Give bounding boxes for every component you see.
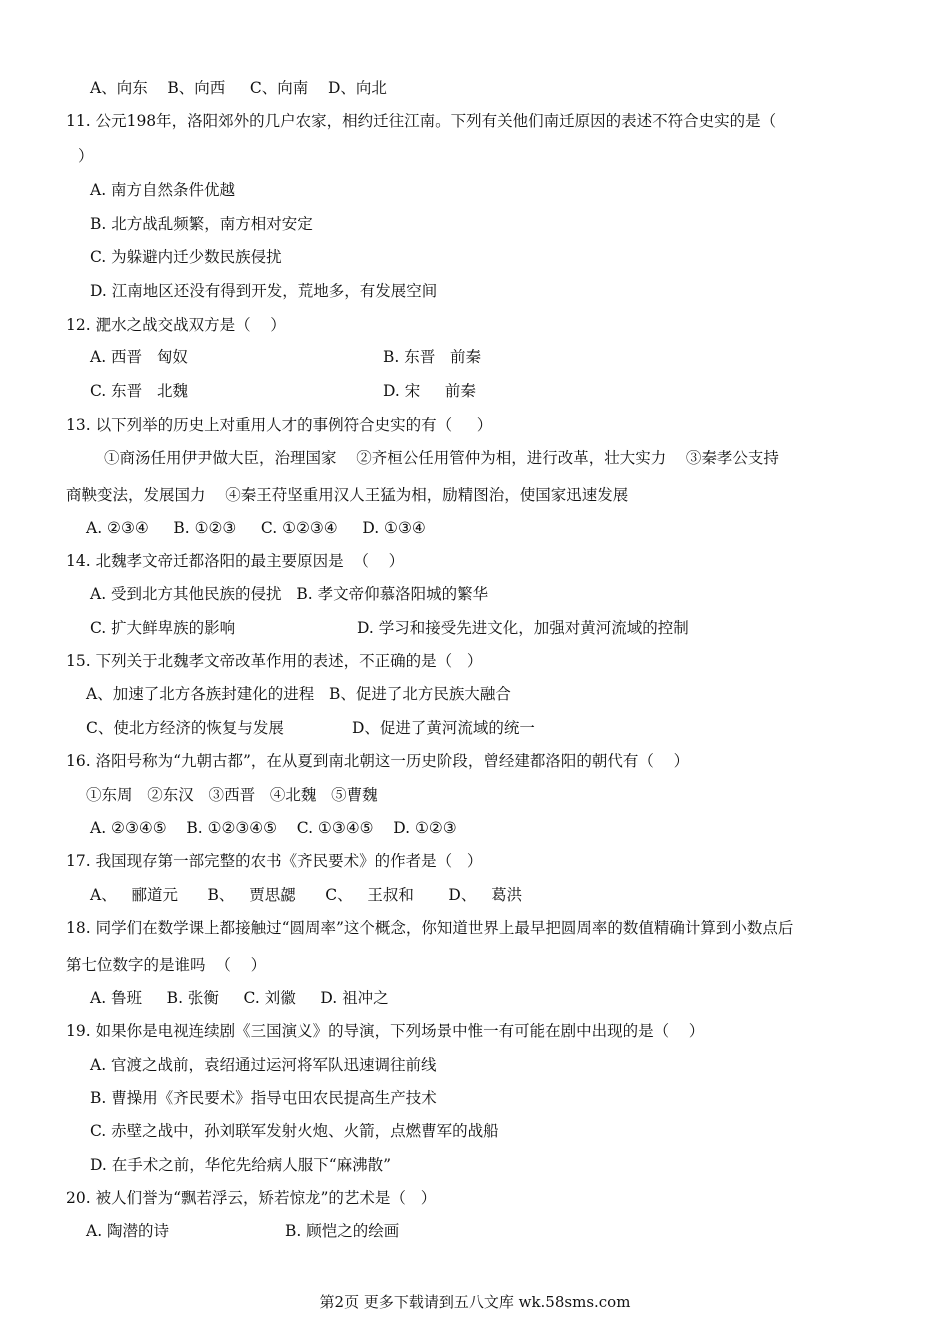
q20-stem: 20. 被人们誉为“飘若浮云，矫若惊龙”的艺术是（ ） bbox=[66, 1189, 437, 1207]
q14-option-d: D. 学习和接受先进文化，加强对黄河流域的控制 bbox=[357, 619, 689, 637]
q13-options: A. ②③④ B. ①②③ C. ①②③④ D. ①③④ bbox=[86, 519, 426, 537]
q18-stem-cont: 第七位数字的是谁吗 （ ） bbox=[66, 956, 267, 974]
q11-option-c: C. 为躲避内迁少数民族侵扰 bbox=[90, 248, 282, 266]
q19-option-d: D. 在手术之前，华佗先给病人服下“麻沸散” bbox=[90, 1156, 392, 1174]
q10-options: A、向东 B、向西 C、向南 D、向北 bbox=[90, 79, 387, 97]
q16-items: ①东周 ②东汉 ③西晋 ④北魏 ⑤曹魏 bbox=[86, 786, 378, 804]
page-footer: 第2页 更多下载请到五八文库 wk.58sms.com bbox=[319, 1293, 631, 1311]
q17-stem: 17. 我国现存第一部完整的农书《齐民要术》的作者是（ ） bbox=[66, 852, 483, 870]
q13-items-cont: 商鞅变法，发展国力 ④秦王苻坚重用汉人王猛为相，励精图治，使国家迅速发展 bbox=[66, 486, 629, 504]
q11-option-b: B. 北方战乱频繁，南方相对安定 bbox=[90, 215, 313, 233]
q12-option-c: C. 东晋 北魏 bbox=[90, 382, 188, 400]
q19-option-c: C. 赤壁之战中，孙刘联军发射火炮、火箭，点燃曹军的战船 bbox=[90, 1122, 499, 1140]
q16-options: A. ②③④⑤ B. ①②③④⑤ C. ①③④⑤ D. ①②③ bbox=[90, 819, 457, 837]
q13-items: ①商汤任用伊尹做大臣，治理国家 ②齐桓公任用管仲为相，进行改革，壮大实力 ③秦孝公支持 bbox=[104, 449, 779, 467]
q14-options-ab: A. 受到北方其他民族的侵扰 B. 孝文帝仰慕洛阳城的繁华 bbox=[90, 585, 489, 603]
q15-stem: 15. 下列关于北魏孝文帝改革作用的表述，不正确的是（ ） bbox=[66, 652, 483, 670]
q14-option-c: C. 扩大鲜卑族的影响 bbox=[90, 619, 236, 637]
q19-option-a: A. 官渡之战前，袁绍通过运河将军队迅速调往前线 bbox=[90, 1056, 437, 1074]
q13-stem: 13. 以下列举的历史上对重用人才的事例符合史实的有（ ） bbox=[66, 416, 493, 434]
q11-option-d: D. 江南地区还没有得到开发，荒地多，有发展空间 bbox=[90, 282, 438, 300]
q14-stem: 14. 北魏孝文帝迁都洛阳的最主要原因是 （ ） bbox=[66, 552, 405, 570]
q17-options: A、 郦道元 B、 贾思勰 C、 王叔和 D、 葛洪 bbox=[90, 886, 523, 904]
q18-options: A. 鲁班 B. 张衡 C. 刘徽 D. 祖冲之 bbox=[90, 989, 389, 1007]
q12-option-a: A. 西晋 匈奴 bbox=[90, 348, 188, 366]
q16-stem: 16. 洛阳号称为“九朝古都”，在从夏到南北朝这一历史阶段，曾经建都洛阳的朝代有（ ） bbox=[66, 752, 690, 770]
q11-stem-cont: ） bbox=[78, 147, 94, 165]
q15-option-c: C、使北方经济的恢复与发展 bbox=[86, 719, 284, 737]
q18-stem: 18. 同学们在数学课上都接触过“圆周率”这个概念，你知道世界上最早把圆周率的数值精确计算到小数点后 bbox=[66, 919, 794, 937]
q15-options-ab: A、加速了北方各族封建化的进程 B、促进了北方民族大融合 bbox=[86, 685, 511, 703]
q12-stem: 12. 淝水之战交战双方是（ ） bbox=[66, 316, 286, 334]
q12-option-d: D. 宋 前秦 bbox=[383, 382, 476, 400]
q20-option-b: B. 顾恺之的绘画 bbox=[285, 1222, 400, 1240]
q19-stem: 19. 如果你是电视连续剧《三国演义》的导演，下列场景中惟一有可能在剧中出现的是（ ） bbox=[66, 1022, 705, 1040]
q12-option-b: B. 东晋 前秦 bbox=[383, 348, 482, 366]
q11-stem: 11. 公元198年，洛阳郊外的几户农家，相约迁往江南。下列有关他们南迁原因的表述不符合史实的是（ bbox=[66, 112, 777, 130]
q15-option-d: D、促进了黄河流域的统一 bbox=[352, 719, 535, 737]
q19-option-b: B. 曹操用《齐民要术》指导屯田农民提高生产技术 bbox=[90, 1089, 437, 1107]
q20-option-a: A. 陶潜的诗 bbox=[86, 1222, 170, 1240]
q11-option-a: A. 南方自然条件优越 bbox=[90, 181, 236, 199]
